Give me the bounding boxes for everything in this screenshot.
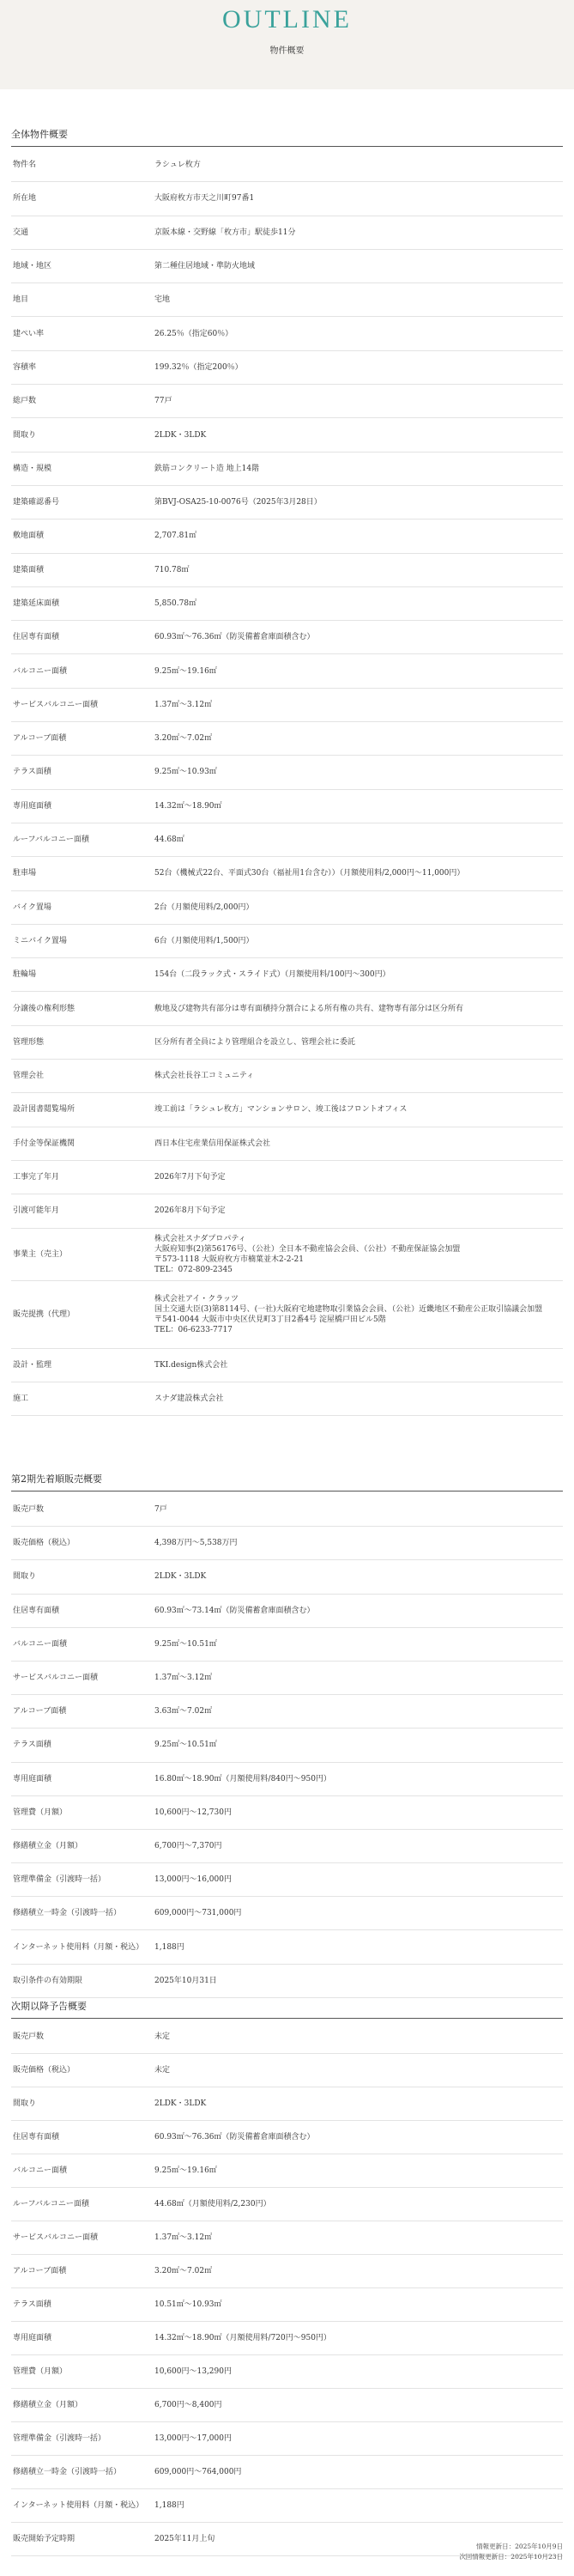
spec-label: 管理準備金（引渡時一括） bbox=[13, 1875, 106, 1885]
spec-row bbox=[11, 453, 563, 486]
spec-label: アルコーブ面積 bbox=[13, 2267, 67, 2275]
spec-row bbox=[11, 1695, 563, 1728]
section-heading: 第2期先着順販売概要 bbox=[11, 1472, 563, 1492]
spec-label: インターネット使用料（月額・税込） bbox=[13, 2501, 144, 2510]
spec-value: 6,700円〜8,400円 bbox=[154, 2401, 222, 2409]
spec-value: 609,000円〜731,000円 bbox=[154, 1909, 242, 1918]
spec-row bbox=[11, 1493, 563, 1527]
spec-row bbox=[11, 1281, 563, 1349]
spec-value: 14.32㎡〜18.90㎡ bbox=[154, 801, 222, 811]
spec-row bbox=[11, 418, 563, 452]
spec-value: 2台（月額使用料/2,000円） bbox=[154, 902, 254, 912]
spec-value: 14.32㎡〜18.90㎡（月額使用料/720円〜950円） bbox=[154, 2334, 331, 2342]
spec-label: 住居専有面積 bbox=[13, 1606, 60, 1615]
update-date: 情報更新日：2025年10月9日 bbox=[476, 2543, 563, 2550]
spec-row bbox=[11, 1093, 563, 1127]
spec-label: 修繕積立金（月額） bbox=[13, 2401, 83, 2409]
spec-value: 609,000円〜764,000円 bbox=[154, 2468, 242, 2476]
spec-row bbox=[11, 756, 563, 789]
spec-value: 竣工前は「ラシュレ枚方」マンションサロン、竣工後はフロントオフィス bbox=[154, 1105, 408, 1115]
spec-value: 9.25㎡〜10.51㎡ bbox=[154, 1741, 217, 1750]
spec-value: 京阪本線・交野線「枚方市」駅徒歩11分 bbox=[154, 228, 296, 237]
spec-label: 総戸数 bbox=[13, 397, 37, 406]
spec-label: 引渡可能年月 bbox=[13, 1206, 60, 1216]
spec-row bbox=[11, 519, 563, 553]
spec-value: 1.37㎡〜3.12㎡ bbox=[154, 2233, 213, 2242]
spec-value: 710.78㎡ bbox=[154, 565, 190, 574]
spec-row bbox=[11, 1897, 563, 1930]
spec-label: 建築面積 bbox=[13, 565, 45, 574]
spec-value: 16.80㎡〜18.90㎡（月額使用料/840円〜950円） bbox=[154, 1774, 331, 1783]
spec-value: 9.25㎡〜19.16㎡ bbox=[154, 666, 217, 676]
spec-value: 26.25％（指定60％） bbox=[154, 329, 233, 338]
page-title: OUTLINE bbox=[222, 5, 352, 33]
spec-label: バイク置場 bbox=[13, 902, 51, 912]
spec-table bbox=[11, 149, 563, 1416]
spec-row bbox=[11, 2054, 563, 2087]
spec-row bbox=[11, 2288, 563, 2322]
spec-value: 10,600円〜13,290円 bbox=[154, 2367, 232, 2376]
spec-value: 鉄筋コンクリート造 地上14階 bbox=[154, 464, 260, 473]
spec-label: 販売価格（税込） bbox=[13, 1539, 76, 1548]
spec-value: 1,188円 bbox=[154, 2501, 184, 2510]
spec-row bbox=[11, 1830, 563, 1863]
spec-value: 未定 bbox=[154, 2032, 171, 2041]
spec-value: 199.32％（指定200％） bbox=[154, 362, 243, 372]
spec-row bbox=[11, 2154, 563, 2188]
spec-label: 販売提携（代理） bbox=[13, 1309, 76, 1319]
spec-row bbox=[11, 722, 563, 756]
spec-row bbox=[11, 2221, 563, 2255]
spec-label: 修繕積立一時金（引渡時一括） bbox=[13, 1909, 122, 1918]
update-info bbox=[459, 2542, 563, 2562]
spec-value: 西日本住宅産業信用保証株式会社 bbox=[154, 1139, 271, 1148]
spec-label: テラス面積 bbox=[13, 768, 51, 777]
spec-row bbox=[11, 250, 563, 283]
spec-row bbox=[11, 823, 563, 857]
spec-row bbox=[11, 1060, 563, 1093]
spec-label: 地域・地区 bbox=[13, 262, 52, 271]
spec-row bbox=[11, 2422, 563, 2456]
spec-value: 60.93㎡〜76.36㎡（防災備蓄倉庫面積含む） bbox=[154, 2133, 315, 2142]
spec-value: 13,000円〜16,000円 bbox=[154, 1875, 232, 1885]
spec-label: テラス面積 bbox=[13, 2300, 51, 2309]
spec-label: 分譲後の権利形態 bbox=[13, 1004, 76, 1013]
spec-row bbox=[11, 2121, 563, 2154]
spec-label: 構造・規模 bbox=[13, 464, 52, 473]
spec-row bbox=[11, 1930, 563, 1964]
spec-label: 管理費（月額） bbox=[13, 1807, 68, 1817]
spec-value: 2,707.81㎡ bbox=[154, 532, 197, 541]
spec-value: 2026年8月下旬予定 bbox=[154, 1206, 226, 1216]
spec-row bbox=[11, 2020, 563, 2054]
spec-row bbox=[11, 1662, 563, 1695]
spec-value: 2025年10月31日 bbox=[154, 1976, 217, 1985]
spec-label: サービスバルコニー面積 bbox=[13, 700, 99, 709]
spec-row bbox=[11, 2456, 563, 2489]
spec-value: 10,600円〜12,730円 bbox=[154, 1807, 232, 1817]
spec-row bbox=[11, 1595, 563, 1628]
spec-row bbox=[11, 1863, 563, 1897]
spec-row bbox=[11, 2087, 563, 2121]
spec-value: 6,700円〜7,370円 bbox=[154, 1841, 222, 1850]
spec-value: 敷地及び建物共有部分は専有面積持分割合による所有権の共有、建物専有部分は区分所有 bbox=[154, 1004, 464, 1013]
spec-row bbox=[11, 1628, 563, 1662]
spec-row bbox=[11, 925, 563, 958]
spec-row bbox=[11, 2489, 563, 2523]
page-subtitle: 物件概要 bbox=[269, 46, 305, 56]
spec-label: 交通 bbox=[13, 228, 29, 237]
spec-row bbox=[11, 1560, 563, 1594]
spec-row bbox=[11, 689, 563, 722]
section bbox=[11, 127, 563, 1416]
spec-value: 株式会社長谷工コミュニティ bbox=[154, 1072, 255, 1081]
spec-table bbox=[11, 1493, 563, 1998]
spec-row bbox=[11, 1194, 563, 1228]
spec-label: 設計図書閲覧場所 bbox=[13, 1105, 76, 1115]
spec-label: 駐輪場 bbox=[13, 970, 37, 980]
spec-value: 2LDK・3LDK bbox=[154, 1572, 207, 1582]
spec-row bbox=[11, 1527, 563, 1560]
spec-label: 間取り bbox=[13, 430, 37, 440]
spec-value: 7戸 bbox=[154, 1505, 167, 1515]
spec-row bbox=[11, 1127, 563, 1161]
spec-label: サービスバルコニー面積 bbox=[13, 1674, 99, 1683]
spec-value: 1.37㎡〜3.12㎡ bbox=[154, 700, 213, 709]
spec-label: サービスバルコニー面積 bbox=[13, 2233, 99, 2242]
spec-row bbox=[11, 149, 563, 182]
spec-value: 株式会社スナダプロパティ 大阪府知事(2)第56176号、（公社）全日本不動産協会会員、（公社）不動産保証協会加盟 〒573-1118 大阪府枚方市楠葉並木2-2-21 TEL：072-809-2345 bbox=[154, 1234, 461, 1274]
spec-row bbox=[11, 385, 563, 418]
spec-row bbox=[11, 587, 563, 621]
spec-row bbox=[11, 1382, 563, 1416]
page-header bbox=[0, 0, 574, 89]
section-heading: 次期以降予告概要 bbox=[11, 1999, 563, 2019]
spec-label: 販売開始予定時期 bbox=[13, 2535, 76, 2543]
spec-row bbox=[11, 958, 563, 992]
spec-value: 77戸 bbox=[154, 397, 172, 406]
spec-label: 販売価格（税込） bbox=[13, 2066, 76, 2075]
spec-row bbox=[11, 283, 563, 317]
spec-row bbox=[11, 1349, 563, 1382]
spec-value: 4,398万円〜5,538万円 bbox=[154, 1539, 238, 1548]
spec-label: 修繕積立一時金（引渡時一括） bbox=[13, 2468, 122, 2476]
spec-label: ルーフバルコニー面積 bbox=[13, 2200, 89, 2208]
spec-row bbox=[11, 1796, 563, 1830]
section bbox=[11, 1999, 563, 2556]
spec-label: バルコニー面積 bbox=[13, 666, 68, 676]
spec-value: TKI.design株式会社 bbox=[154, 1360, 228, 1370]
spec-label: 住居専有面積 bbox=[13, 2133, 60, 2142]
spec-value: ラシュレ枚方 bbox=[154, 161, 201, 170]
spec-row bbox=[11, 654, 563, 688]
spec-label: 駐車場 bbox=[13, 869, 37, 878]
spec-row bbox=[11, 486, 563, 519]
spec-value: 60.93㎡〜76.36㎡（防災備蓄倉庫面積含む） bbox=[154, 633, 315, 642]
spec-label: 修繕積立金（月額） bbox=[13, 1841, 83, 1850]
spec-value: 44.68㎡ bbox=[154, 835, 184, 845]
spec-row bbox=[11, 554, 563, 587]
spec-label: ミニバイク置場 bbox=[13, 936, 67, 945]
spec-label: 販売戸数 bbox=[13, 2032, 45, 2041]
spec-label: 管理形態 bbox=[13, 1037, 45, 1047]
spec-row bbox=[11, 790, 563, 823]
spec-value: 2LDK・3LDK bbox=[154, 430, 207, 440]
spec-value: 60.93㎡〜73.14㎡（防災備蓄倉庫面積含む） bbox=[154, 1606, 315, 1615]
spec-row bbox=[11, 182, 563, 216]
spec-value: 52台（機械式22台、平面式30台（福祉用1台含む））（月額使用料/2,000円〜11,000円） bbox=[154, 869, 465, 878]
spec-row bbox=[11, 621, 563, 654]
spec-row bbox=[11, 1229, 563, 1281]
spec-label: 物件名 bbox=[13, 161, 37, 170]
spec-row bbox=[11, 1161, 563, 1194]
spec-label: 間取り bbox=[13, 1572, 37, 1582]
spec-row bbox=[11, 2355, 563, 2389]
spec-label: 工事完了年月 bbox=[13, 1173, 60, 1182]
spec-label: インターネット使用料（月額・税込） bbox=[13, 1942, 144, 1952]
spec-row bbox=[11, 1026, 563, 1060]
spec-label: ルーフバルコニー面積 bbox=[13, 835, 89, 845]
spec-value: 大阪府枚方市天之川町97番1 bbox=[154, 194, 255, 204]
spec-label: 建築延床面積 bbox=[13, 599, 60, 608]
spec-label: バルコニー面積 bbox=[13, 1639, 68, 1649]
spec-value: 宅地 bbox=[154, 295, 171, 305]
spec-label: 敷地面積 bbox=[13, 532, 45, 541]
spec-value: 44.68㎡（月額使用料/2,230円） bbox=[154, 2200, 271, 2208]
spec-row bbox=[11, 317, 563, 350]
spec-value: 2026年7月下旬予定 bbox=[154, 1173, 226, 1182]
spec-value: 9.25㎡〜10.93㎡ bbox=[154, 768, 217, 777]
spec-row bbox=[11, 891, 563, 925]
spec-value: 区分所有者全員により管理組合を設立し、管理会社に委託 bbox=[154, 1037, 356, 1047]
spec-label: 手付金等保証機関 bbox=[13, 1139, 76, 1148]
spec-label: 専用庭面積 bbox=[13, 801, 52, 811]
spec-label: 設計・監理 bbox=[13, 1360, 52, 1370]
spec-value: 第BVJ-OSA25-10-0076号（2025年3月28日） bbox=[154, 498, 322, 507]
spec-value: 3.20㎡〜7.02㎡ bbox=[154, 734, 213, 744]
spec-row bbox=[11, 1728, 563, 1762]
spec-label: 専用庭面積 bbox=[13, 2334, 52, 2342]
spec-label: バルコニー面積 bbox=[13, 2166, 68, 2175]
spec-label: アルコーブ面積 bbox=[13, 1707, 67, 1716]
spec-label: テラス面積 bbox=[13, 1741, 51, 1750]
spec-label: 管理費（月額） bbox=[13, 2367, 68, 2376]
spec-label: 管理会社 bbox=[13, 1072, 45, 1081]
spec-row bbox=[11, 2389, 563, 2422]
spec-value: 2LDK・3LDK bbox=[154, 2099, 207, 2108]
spec-value: 株式会社アイ・クラッツ 国土交通大臣(3)第8114号、(一社)大阪府宅地建物取引業協会会員、（公社）近畿地区不動産公正取引協議会加盟 〒541-0044 大阪市中央区伏見町3丁目2番4号 淀屋橋戸田ビル5階 TEL：06-6233-7717 bbox=[154, 1294, 543, 1334]
spec-row bbox=[11, 2322, 563, 2355]
spec-label: 管理準備金（引渡時一括） bbox=[13, 2434, 106, 2443]
spec-value: 3.20㎡〜7.02㎡ bbox=[154, 2267, 213, 2275]
spec-value: 10.51㎡〜10.93㎡ bbox=[154, 2300, 222, 2309]
section-heading: 全体物件概要 bbox=[11, 127, 563, 147]
spec-value: 1,188円 bbox=[154, 1942, 184, 1952]
spec-table bbox=[11, 2020, 563, 2556]
spec-value: 5,850.78㎡ bbox=[154, 599, 197, 608]
spec-value: 9.25㎡〜10.51㎡ bbox=[154, 1639, 217, 1649]
spec-value: 未定 bbox=[154, 2066, 171, 2075]
spec-value: 1.37㎡〜3.12㎡ bbox=[154, 1674, 213, 1683]
spec-label: 販売戸数 bbox=[13, 1505, 45, 1515]
spec-label: 住居専有面積 bbox=[13, 633, 60, 642]
spec-row bbox=[11, 1763, 563, 1796]
spec-value: 9.25㎡〜19.16㎡ bbox=[154, 2166, 217, 2175]
spec-value: 154台（二段ラック式・スライド式）（月額使用料/100円〜300円） bbox=[154, 970, 390, 980]
spec-label: アルコーブ面積 bbox=[13, 734, 67, 744]
spec-label: 事業主（売主） bbox=[13, 1249, 68, 1259]
spec-row bbox=[11, 2188, 563, 2221]
spec-value: 3.63㎡〜7.02㎡ bbox=[154, 1707, 213, 1716]
spec-row bbox=[11, 992, 563, 1025]
spec-row bbox=[11, 1965, 563, 1998]
spec-value: 2025年11月上旬 bbox=[154, 2535, 215, 2543]
spec-label: 専用庭面積 bbox=[13, 1774, 52, 1783]
spec-value: 6台（月額使用料/1,500円） bbox=[154, 936, 254, 945]
spec-label: 取引条件の有効期限 bbox=[13, 1976, 83, 1985]
next-update-date: 次回情報更新日：2025年10月23日 bbox=[459, 2553, 563, 2561]
spec-value: 第二種住居地域・準防火地域 bbox=[154, 262, 256, 271]
spec-row bbox=[11, 857, 563, 890]
spec-label: 地目 bbox=[13, 295, 29, 305]
spec-row bbox=[11, 2255, 563, 2288]
spec-value: スナダ建設株式会社 bbox=[154, 1394, 224, 1403]
spec-row bbox=[11, 351, 563, 385]
spec-label: 施工 bbox=[13, 1394, 29, 1403]
spec-label: 間取り bbox=[13, 2099, 37, 2108]
spec-label: 所在地 bbox=[13, 194, 37, 204]
spec-label: 容積率 bbox=[13, 362, 37, 372]
spec-value: 13,000円〜17,000円 bbox=[154, 2434, 232, 2443]
spec-row bbox=[11, 216, 563, 250]
spec-label: 建ぺい率 bbox=[13, 329, 45, 338]
section bbox=[11, 1472, 563, 1998]
spec-label: 建築確認番号 bbox=[13, 498, 60, 507]
